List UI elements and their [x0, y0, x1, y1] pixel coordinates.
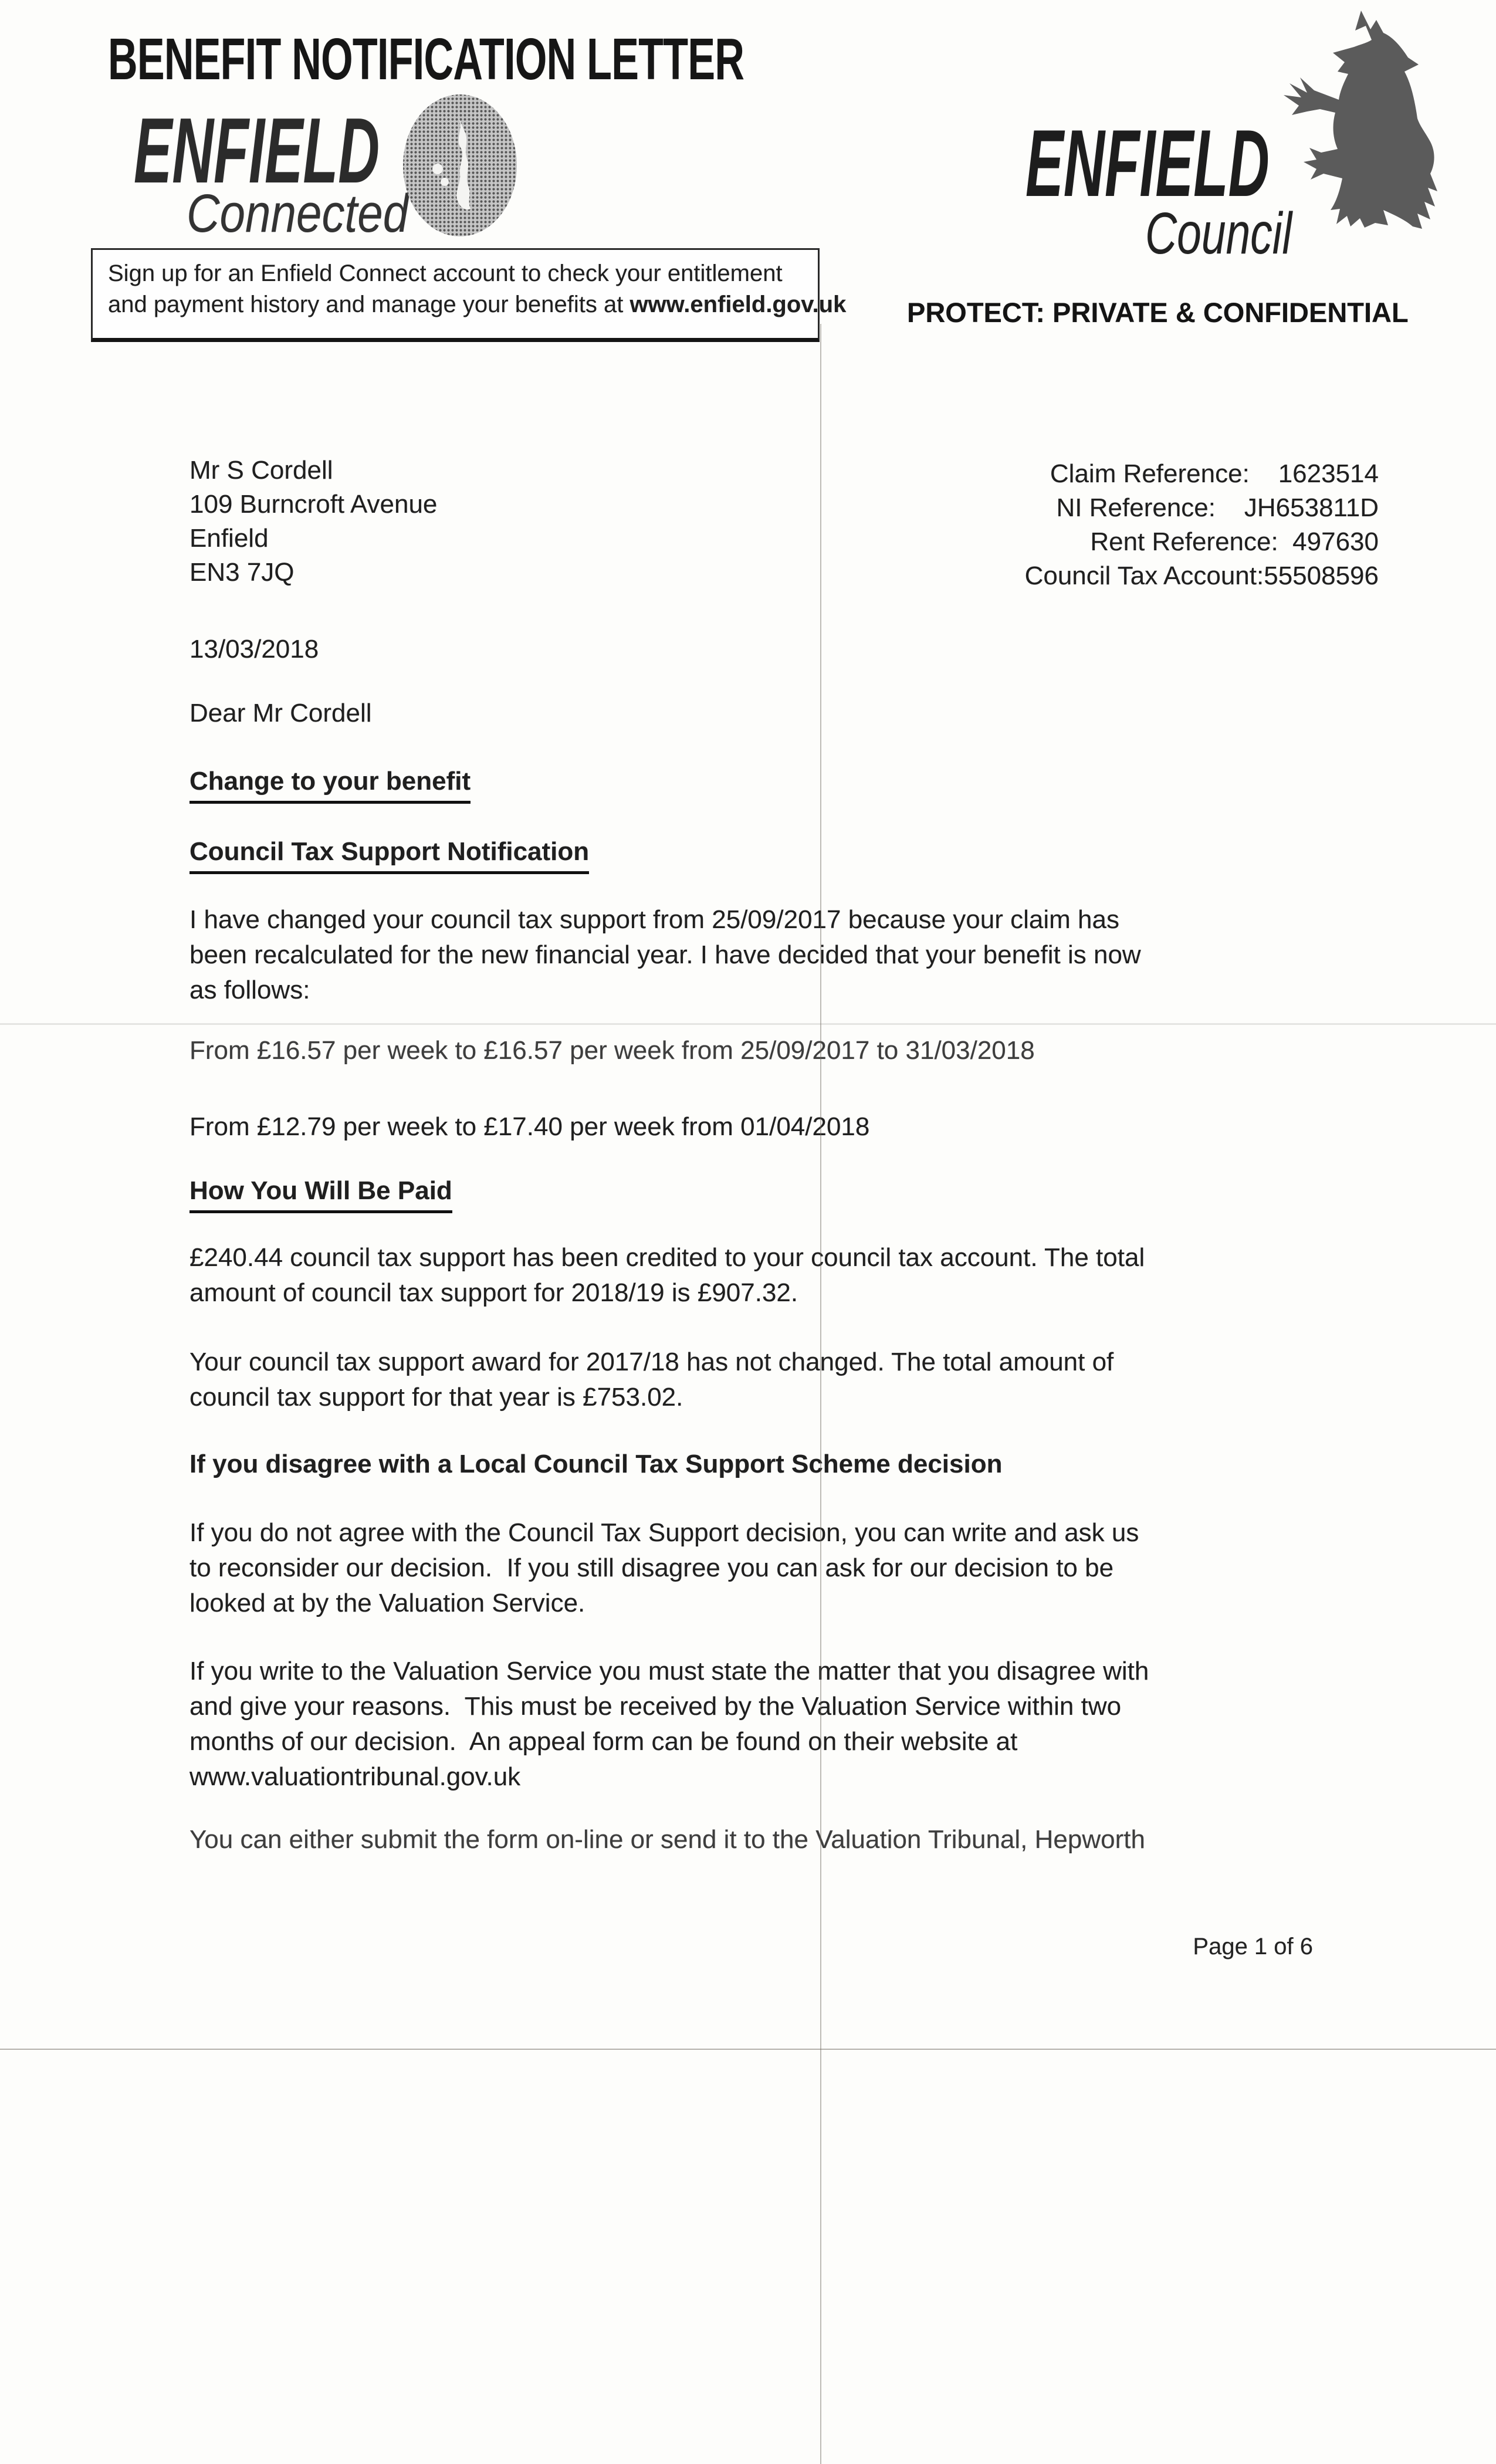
paragraph-rate-2017: From £16.57 per week to £16.57 per week from 25/09/2017 to 31/03/2018	[189, 1036, 1035, 1065]
signup-line-2	[108, 289, 847, 320]
rent-reference: Rent Reference: 497630	[1090, 527, 1379, 556]
signup-line-1: Sign up for an Enfield Connect account to check your entitlement	[108, 260, 783, 286]
signup-line-2-text: and payment history and manage your benefits at	[108, 292, 630, 317]
faint-scan-streak	[0, 1023, 1496, 1025]
paragraph-credited: £240.44 council tax support has been credited to your council tax account. The total amount of council tax support for 2018/19 is £907.32.	[189, 1243, 1145, 1307]
enfield-beast-icon	[1278, 7, 1449, 232]
claim-reference: Claim Reference: 1623514	[1050, 459, 1379, 488]
enfield-connected-badge-icon	[401, 93, 519, 241]
heading-how-you-will-be-paid: How You Will Be Paid	[189, 1173, 452, 1213]
recipient-name: Mr S Cordell	[189, 456, 333, 485]
enfield-council-logo-wordmark: ENFIELD	[1025, 110, 1270, 216]
recipient-address-block	[189, 453, 437, 590]
enfield-connected-logo-tagline: Connected	[187, 184, 409, 243]
ni-reference: NI Reference: JH653811D	[1056, 493, 1379, 522]
paragraph-submit-form: You can either submit the form on-line or send it to the Valuation Tribunal, Hepworth	[189, 1825, 1145, 1854]
enfield-connect-signup-box	[91, 248, 847, 342]
recipient-town: Enfield	[189, 524, 269, 553]
heading-council-tax-support-notification: Council Tax Support Notification	[189, 834, 589, 874]
page-title: BENEFIT NOTIFICATION LETTER	[108, 26, 744, 92]
paragraph-award-unchanged: Your council tax support award for 2017/18 has not changed. The total amount of council tax support for that year is £753.02.	[189, 1348, 1114, 1412]
paragraph-disagree: If you do not agree with the Council Tax Support decision, you can write and ask us to reconsider our decision. If you still disagree you can ask for our decision to be looked at by the Valuation Service.	[189, 1518, 1139, 1617]
enfield-council-logo-subtitle: Council	[1145, 201, 1292, 266]
heading-if-you-disagree: If you disagree with a Local Council Tax Support Scheme decision	[189, 1450, 1003, 1478]
salutation: Dear Mr Cordell	[189, 699, 372, 727]
paragraph-rate-2018: From £12.79 per week to £17.40 per week from 01/04/2018	[189, 1112, 870, 1141]
heading-change-to-benefit: Change to your benefit	[189, 764, 471, 804]
protect-confidential-label: PROTECT: PRIVATE & CONFIDENTIAL	[907, 297, 1409, 328]
letter-date: 13/03/2018	[189, 635, 319, 664]
horizontal-fold-line	[0, 2049, 1496, 2050]
recipient-street: 109 Burncroft Avenue	[189, 490, 438, 519]
council-tax-account: Council Tax Account:55508596	[1024, 561, 1379, 590]
signup-url: www.enfield.gov.uk	[629, 292, 847, 317]
paragraph-valuation-service: If you write to the Valuation Service you must state the matter that you disagree with and give your reasons. This must be received by the Valuation Service within two months of our decision. An appeal form can be found on their website at www.valuationtribunal.gov.uk	[189, 1657, 1149, 1791]
vertical-fold-line	[820, 324, 821, 2464]
enfield-connected-logo-wordmark: ENFIELD	[134, 99, 380, 202]
reference-numbers-block	[1025, 457, 1379, 593]
paragraph-intro: I have changed your council tax support from 25/09/2017 because your claim has been recalculated for the new financial year. I have decided that your benefit is now as follows:	[189, 905, 1141, 1004]
page-number: Page 1 of 6	[1193, 1934, 1313, 1959]
recipient-postcode: EN3 7JQ	[189, 558, 295, 587]
